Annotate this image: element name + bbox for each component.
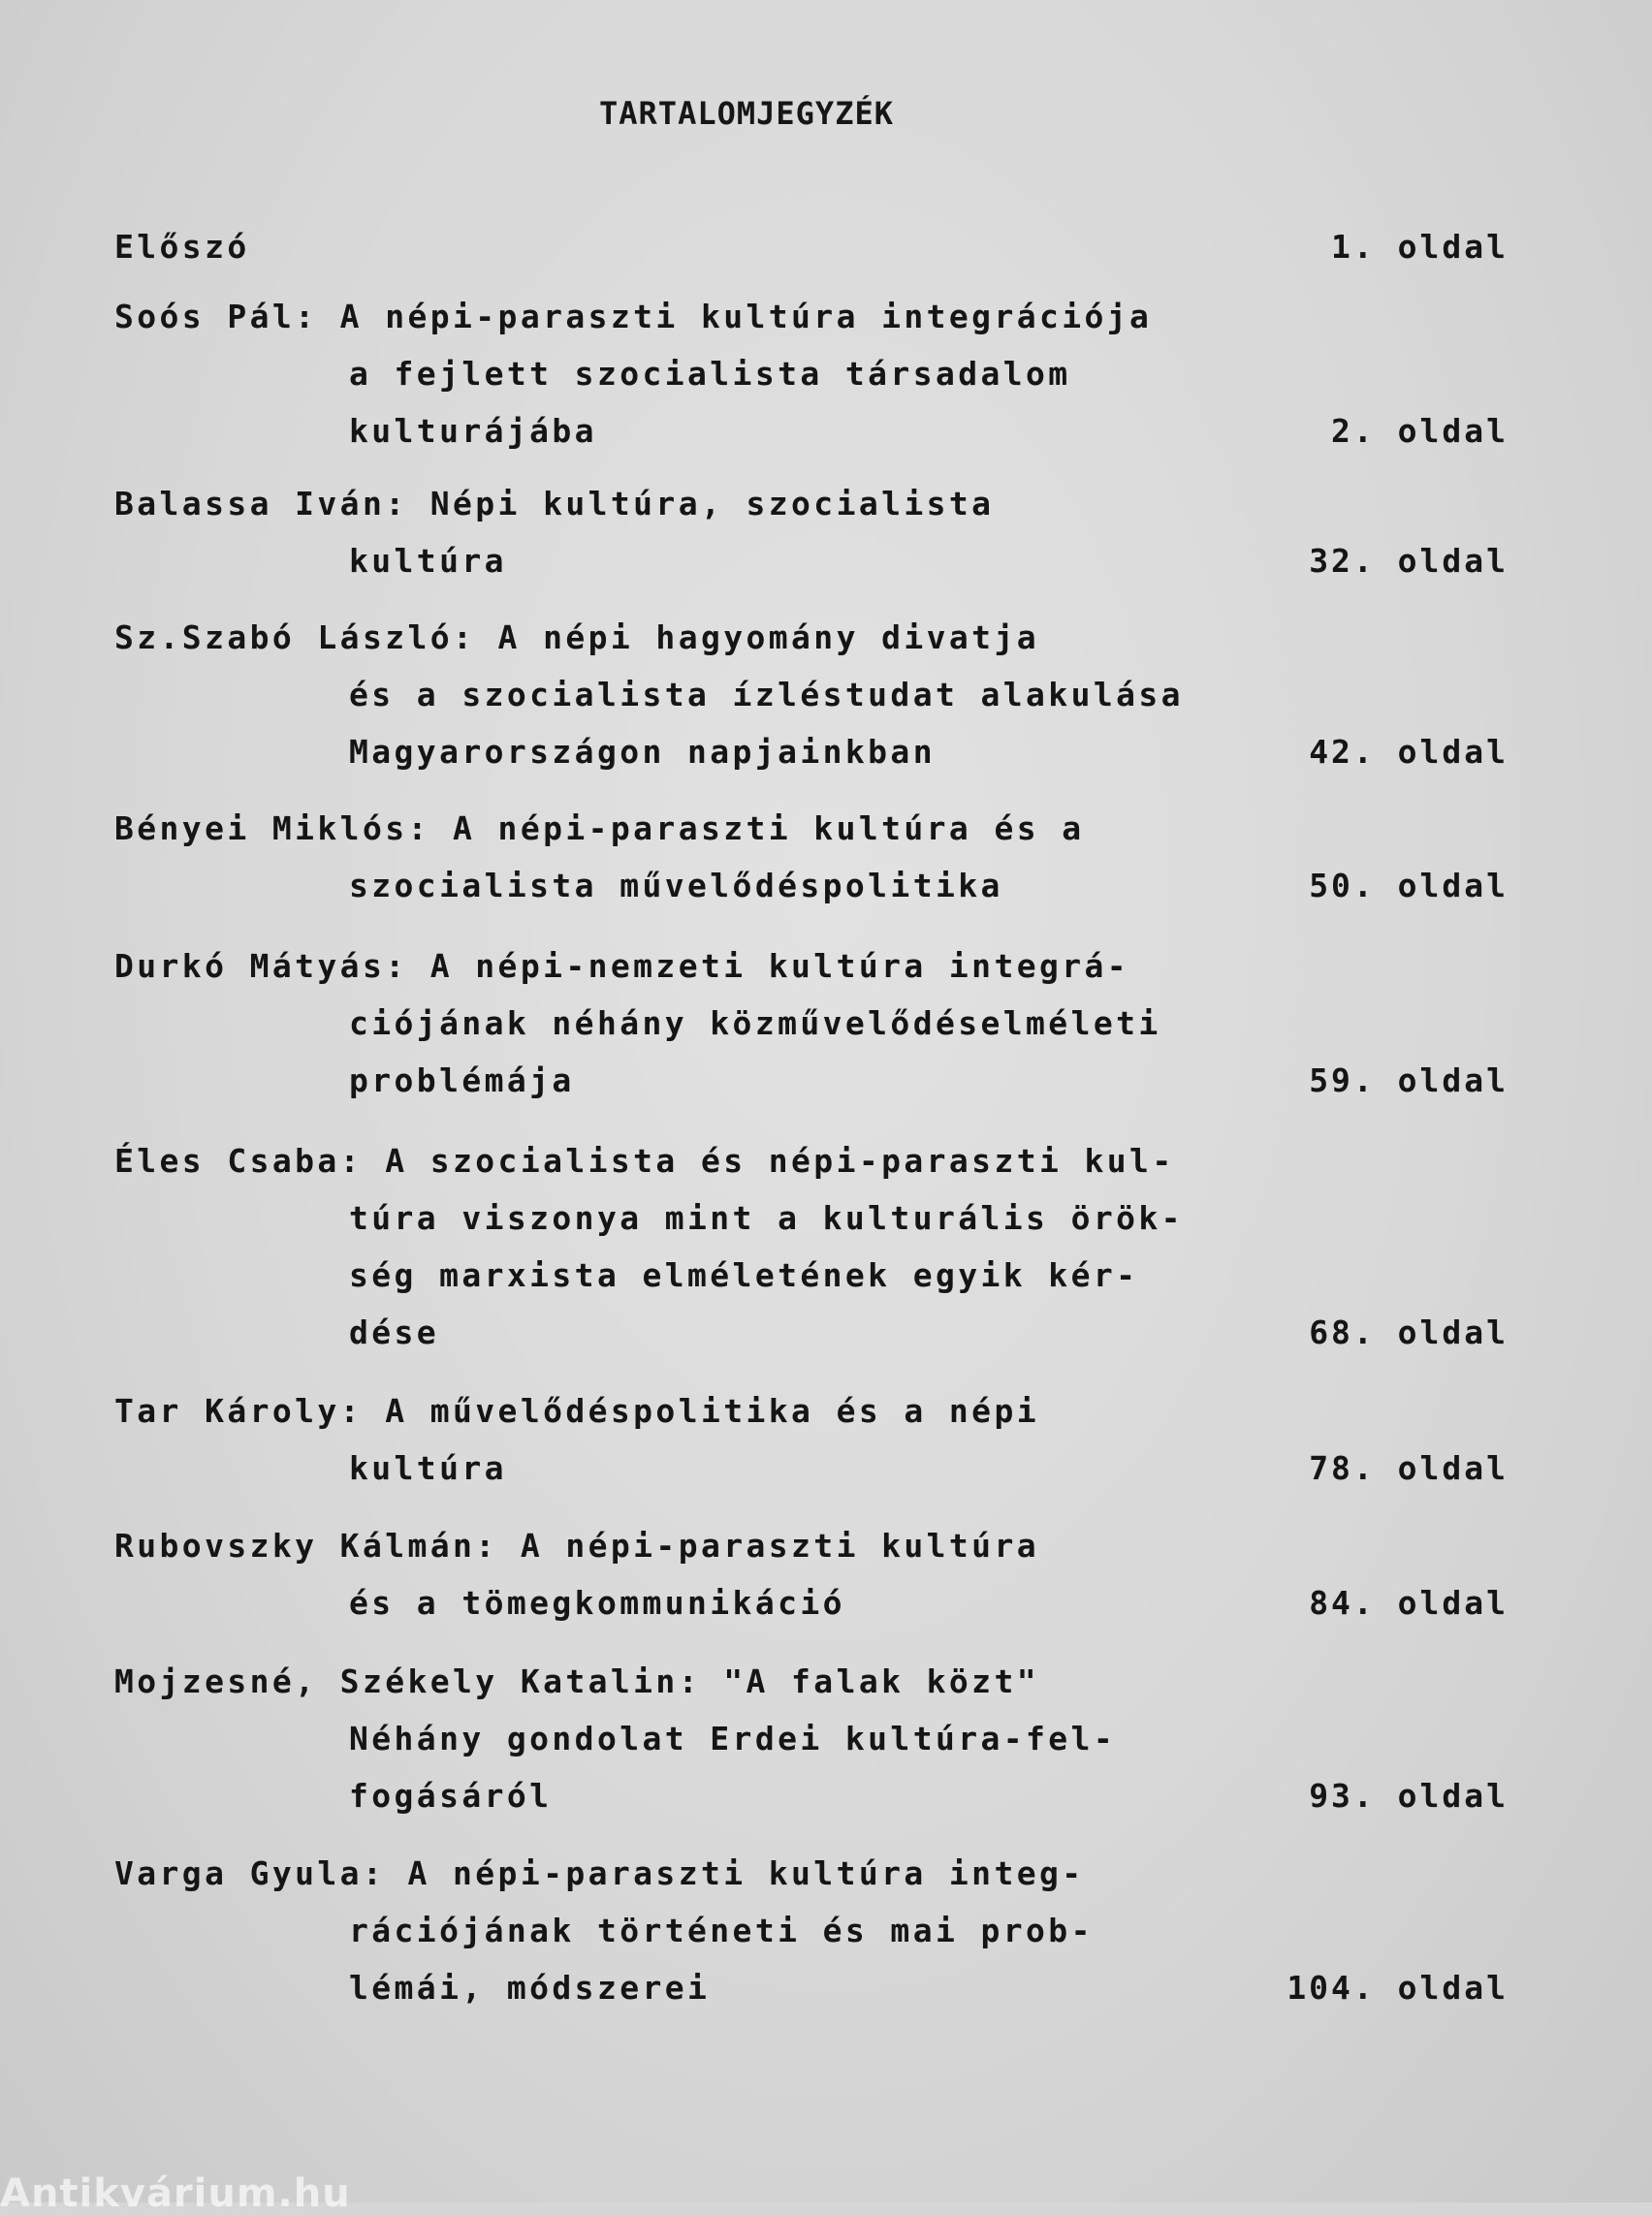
toc-entry-page-number: 50. oldal: [1309, 867, 1509, 904]
toc-entry-author-title: Balassa Iván: Népi kultúra, szocialista: [114, 485, 995, 522]
toc-entry-title-continuation: Néhány gondolat Erdei kultúra-fel-: [349, 1720, 1117, 1757]
toc-entry-page-number: 42. oldal: [1309, 733, 1509, 771]
toc-entry-title-continuation: fogásáról: [349, 1777, 553, 1815]
toc-entry-title-continuation: Magyarországon napjainkban: [349, 733, 936, 771]
toc-entry-title-continuation: ség marxista elméletének egyik kér-: [349, 1256, 1139, 1294]
toc-entry-title-continuation: túra viszonya mint a kulturális örök-: [349, 1199, 1184, 1237]
toc-entry-page-number: 32. oldal: [1309, 542, 1509, 580]
toc-entry-title-continuation: kulturájába: [349, 412, 597, 450]
toc-entry-title-continuation: dése: [349, 1314, 440, 1351]
toc-entry-author-title: Tar Károly: A művelődéspolitika és a népi: [114, 1392, 1039, 1430]
toc-entry-author-title: Mojzesné, Székely Katalin: "A falak közt": [114, 1662, 1039, 1700]
watermark: Antikvárium.hu: [0, 2171, 351, 2216]
toc-entry-title-continuation: és a szocialista ízléstudat alakulása: [349, 676, 1184, 713]
toc-entry-title-continuation: és a tömegkommunikáció: [349, 1584, 845, 1622]
toc-entry-title-continuation: problémája: [349, 1061, 575, 1099]
toc-entry-author-title: Bényei Miklós: A népi-paraszti kultúra és a: [114, 809, 1085, 847]
toc-entry-page-number: 104. oldal: [1287, 1969, 1509, 2007]
toc-entry-author-title: Előszó: [114, 228, 250, 266]
toc-entry-page-number: 1. oldal: [1331, 228, 1509, 266]
toc-entry-title-continuation: ciójának néhány közművelődéselméleti: [349, 1004, 1161, 1042]
toc-entry-title-continuation: rációjának történeti és mai prob-: [349, 1912, 1094, 1949]
toc-entry-author-title: Sz.Szabó László: A népi hagyomány divatja: [114, 618, 1039, 656]
toc-entry-author-title: Éles Csaba: A szocialista és népi-paraszti kul-: [114, 1142, 1175, 1180]
page-title: TARTALOMJEGYZÉK: [599, 95, 894, 132]
toc-entry-page-number: 78. oldal: [1309, 1449, 1509, 1487]
toc-entry-author-title: Durkó Mátyás: A népi-nemzeti kultúra integrá-: [114, 947, 1130, 985]
toc-entry-author-title: Soós Pál: A népi-paraszti kultúra integrációja: [114, 298, 1153, 335]
toc-entry-title-continuation: kultúra: [349, 542, 507, 580]
toc-entry-page-number: 59. oldal: [1309, 1061, 1509, 1099]
toc-entry-page-number: 84. oldal: [1309, 1584, 1509, 1622]
toc-entry-author-title: Rubovszky Kálmán: A népi-paraszti kultúra: [114, 1527, 1039, 1565]
toc-entry-title-continuation: lémái, módszerei: [349, 1969, 711, 2007]
toc-entry-title-continuation: a fejlett szocialista társadalom: [349, 355, 1071, 393]
toc-entry-page-number: 2. oldal: [1331, 412, 1509, 450]
toc-entry-title-continuation: kultúra: [349, 1449, 507, 1487]
toc-entry-page-number: 68. oldal: [1309, 1314, 1509, 1351]
toc-entry-page-number: 93. oldal: [1309, 1777, 1509, 1815]
toc-entry-title-continuation: szocialista művelődéspolitika: [349, 867, 1003, 904]
toc-entry-author-title: Varga Gyula: A népi-paraszti kultúra integ-: [114, 1854, 1085, 1892]
